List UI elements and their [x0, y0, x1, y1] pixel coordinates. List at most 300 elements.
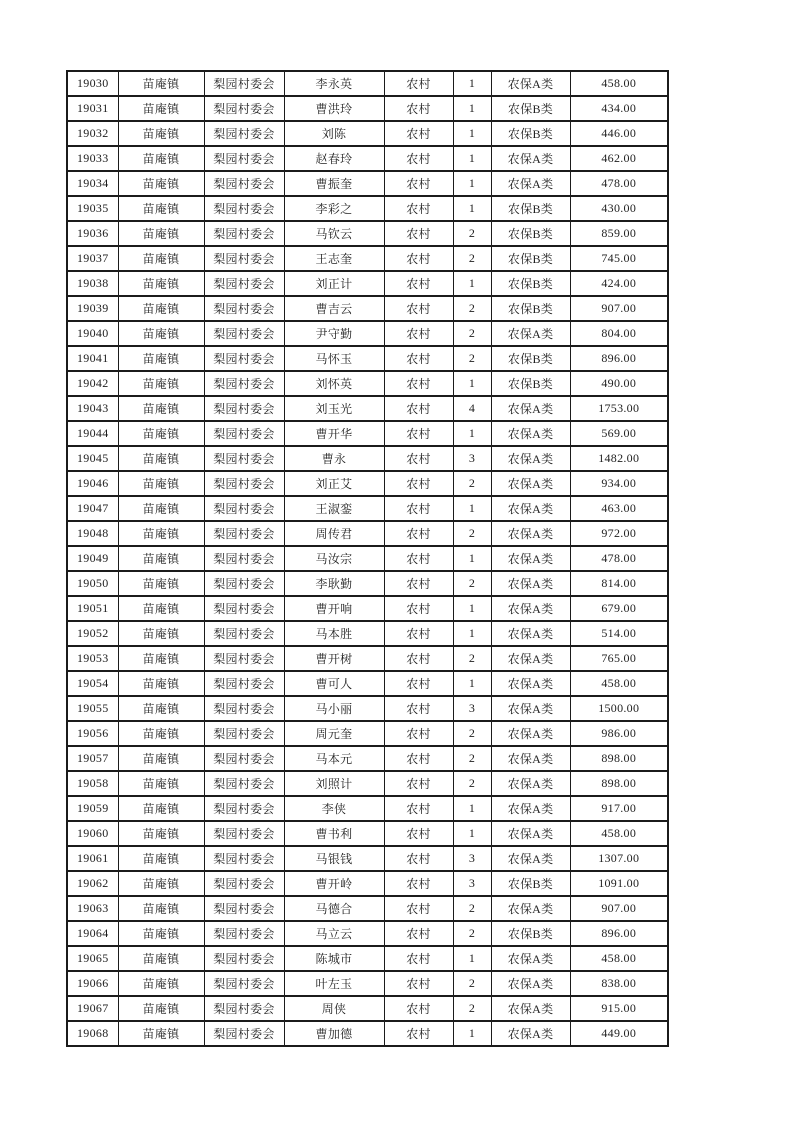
cell-person-name: 李彩之 [284, 196, 384, 221]
table-row [67, 621, 668, 646]
table-body [67, 71, 668, 1046]
table-row [67, 596, 668, 621]
cell-person-count: 2 [453, 771, 491, 796]
cell-person-count: 1 [453, 196, 491, 221]
cell-person-count: 2 [453, 921, 491, 946]
cell-amount: 745.00 [570, 246, 668, 271]
cell-amount: 915.00 [570, 996, 668, 1021]
cell-residence-type: 农村 [384, 271, 453, 296]
cell-person-count: 2 [453, 746, 491, 771]
cell-residence-type: 农村 [384, 696, 453, 721]
cell-township: 苗庵镇 [118, 871, 204, 896]
cell-residence-type: 农村 [384, 446, 453, 471]
cell-person-name: 马银钱 [284, 846, 384, 871]
cell-insurance-category: 农保A类 [491, 996, 570, 1021]
cell-insurance-category: 农保B类 [491, 221, 570, 246]
cell-insurance-category: 农保A类 [491, 821, 570, 846]
cell-village-committee: 梨园村委会 [204, 521, 284, 546]
cell-township: 苗庵镇 [118, 196, 204, 221]
table-row [67, 571, 668, 596]
cell-residence-type: 农村 [384, 771, 453, 796]
cell-record-number: 19056 [67, 721, 118, 746]
cell-amount: 458.00 [570, 671, 668, 696]
cell-person-name: 马怀玉 [284, 346, 384, 371]
cell-residence-type: 农村 [384, 296, 453, 321]
cell-person-name: 李耿勤 [284, 571, 384, 596]
cell-insurance-category: 农保A类 [491, 171, 570, 196]
cell-record-number: 19059 [67, 796, 118, 821]
cell-amount: 1500.00 [570, 696, 668, 721]
table-row [67, 521, 668, 546]
cell-township: 苗庵镇 [118, 371, 204, 396]
cell-person-name: 王淑銮 [284, 496, 384, 521]
cell-insurance-category: 农保B类 [491, 296, 570, 321]
cell-person-count: 2 [453, 571, 491, 596]
cell-person-name: 陈城市 [284, 946, 384, 971]
cell-insurance-category: 农保A类 [491, 571, 570, 596]
cell-person-count: 2 [453, 521, 491, 546]
table-row [67, 696, 668, 721]
cell-record-number: 19042 [67, 371, 118, 396]
table-row [67, 721, 668, 746]
cell-person-count: 1 [453, 96, 491, 121]
cell-person-name: 曹永 [284, 446, 384, 471]
benefits-table [66, 70, 669, 1047]
cell-amount: 898.00 [570, 746, 668, 771]
cell-village-committee: 梨园村委会 [204, 171, 284, 196]
table-row [67, 971, 668, 996]
cell-record-number: 19043 [67, 396, 118, 421]
table-row [67, 246, 668, 271]
cell-person-count: 2 [453, 471, 491, 496]
cell-person-name: 马小丽 [284, 696, 384, 721]
cell-amount: 679.00 [570, 596, 668, 621]
cell-residence-type: 农村 [384, 846, 453, 871]
cell-residence-type: 农村 [384, 96, 453, 121]
cell-amount: 449.00 [570, 1021, 668, 1046]
cell-person-name: 赵春玲 [284, 146, 384, 171]
cell-township: 苗庵镇 [118, 821, 204, 846]
cell-village-committee: 梨园村委会 [204, 746, 284, 771]
cell-village-committee: 梨园村委会 [204, 846, 284, 871]
cell-insurance-category: 农保A类 [491, 71, 570, 96]
table-row [67, 771, 668, 796]
cell-person-count: 1 [453, 371, 491, 396]
cell-record-number: 19052 [67, 621, 118, 646]
cell-village-committee: 梨园村委会 [204, 321, 284, 346]
cell-village-committee: 梨园村委会 [204, 196, 284, 221]
cell-person-name: 刘陈 [284, 121, 384, 146]
cell-insurance-category: 农保A类 [491, 471, 570, 496]
cell-residence-type: 农村 [384, 571, 453, 596]
cell-residence-type: 农村 [384, 396, 453, 421]
cell-person-count: 2 [453, 996, 491, 1021]
table-row [67, 421, 668, 446]
cell-residence-type: 农村 [384, 546, 453, 571]
cell-township: 苗庵镇 [118, 796, 204, 821]
cell-amount: 934.00 [570, 471, 668, 496]
table-row [67, 946, 668, 971]
cell-insurance-category: 农保A类 [491, 496, 570, 521]
table-row [67, 871, 668, 896]
cell-insurance-category: 农保A类 [491, 421, 570, 446]
cell-village-committee: 梨园村委会 [204, 96, 284, 121]
cell-township: 苗庵镇 [118, 421, 204, 446]
cell-record-number: 19033 [67, 146, 118, 171]
cell-amount: 458.00 [570, 71, 668, 96]
cell-amount: 1482.00 [570, 446, 668, 471]
cell-record-number: 19036 [67, 221, 118, 246]
cell-residence-type: 农村 [384, 946, 453, 971]
cell-record-number: 19067 [67, 996, 118, 1021]
cell-person-count: 1 [453, 796, 491, 821]
cell-person-name: 马汝宗 [284, 546, 384, 571]
cell-village-committee: 梨园村委会 [204, 996, 284, 1021]
cell-insurance-category: 农保A类 [491, 596, 570, 621]
cell-person-name: 李永英 [284, 71, 384, 96]
cell-record-number: 19053 [67, 646, 118, 671]
cell-residence-type: 农村 [384, 196, 453, 221]
cell-person-name: 刘正艾 [284, 471, 384, 496]
cell-person-count: 2 [453, 221, 491, 246]
cell-insurance-category: 农保B类 [491, 871, 570, 896]
cell-township: 苗庵镇 [118, 271, 204, 296]
cell-township: 苗庵镇 [118, 1021, 204, 1046]
cell-township: 苗庵镇 [118, 71, 204, 96]
cell-residence-type: 农村 [384, 871, 453, 896]
cell-person-count: 1 [453, 421, 491, 446]
cell-village-committee: 梨园村委会 [204, 396, 284, 421]
cell-record-number: 19037 [67, 246, 118, 271]
cell-insurance-category: 农保A类 [491, 746, 570, 771]
cell-village-committee: 梨园村委会 [204, 596, 284, 621]
cell-record-number: 19051 [67, 596, 118, 621]
cell-record-number: 19065 [67, 946, 118, 971]
table-row [67, 921, 668, 946]
cell-township: 苗庵镇 [118, 496, 204, 521]
cell-person-name: 刘正计 [284, 271, 384, 296]
cell-residence-type: 农村 [384, 671, 453, 696]
cell-insurance-category: 农保B类 [491, 371, 570, 396]
cell-insurance-category: 农保A类 [491, 971, 570, 996]
cell-village-committee: 梨园村委会 [204, 671, 284, 696]
cell-person-name: 曹开华 [284, 421, 384, 446]
cell-record-number: 19066 [67, 971, 118, 996]
cell-record-number: 19061 [67, 846, 118, 871]
cell-person-count: 2 [453, 896, 491, 921]
cell-village-committee: 梨园村委会 [204, 121, 284, 146]
cell-insurance-category: 农保A类 [491, 546, 570, 571]
cell-residence-type: 农村 [384, 721, 453, 746]
cell-amount: 458.00 [570, 946, 668, 971]
cell-amount: 1091.00 [570, 871, 668, 896]
cell-insurance-category: 农保B类 [491, 196, 570, 221]
table-row [67, 396, 668, 421]
cell-village-committee: 梨园村委会 [204, 421, 284, 446]
table-row [67, 346, 668, 371]
cell-township: 苗庵镇 [118, 921, 204, 946]
cell-amount: 896.00 [570, 346, 668, 371]
cell-person-count: 1 [453, 71, 491, 96]
cell-person-count: 1 [453, 121, 491, 146]
cell-record-number: 19055 [67, 696, 118, 721]
cell-village-committee: 梨园村委会 [204, 221, 284, 246]
cell-record-number: 19050 [67, 571, 118, 596]
cell-township: 苗庵镇 [118, 671, 204, 696]
cell-person-name: 尹守勤 [284, 321, 384, 346]
cell-record-number: 19049 [67, 546, 118, 571]
cell-village-committee: 梨园村委会 [204, 71, 284, 96]
cell-person-count: 1 [453, 946, 491, 971]
cell-residence-type: 农村 [384, 521, 453, 546]
cell-insurance-category: 农保B类 [491, 346, 570, 371]
cell-person-name: 李侠 [284, 796, 384, 821]
cell-insurance-category: 农保A类 [491, 946, 570, 971]
cell-amount: 514.00 [570, 621, 668, 646]
cell-record-number: 19047 [67, 496, 118, 521]
cell-insurance-category: 农保B类 [491, 271, 570, 296]
cell-record-number: 19045 [67, 446, 118, 471]
cell-person-count: 2 [453, 346, 491, 371]
cell-record-number: 19031 [67, 96, 118, 121]
table-row [67, 196, 668, 221]
cell-amount: 859.00 [570, 221, 668, 246]
cell-residence-type: 农村 [384, 471, 453, 496]
cell-township: 苗庵镇 [118, 771, 204, 796]
cell-person-name: 曹书利 [284, 821, 384, 846]
cell-township: 苗庵镇 [118, 746, 204, 771]
cell-township: 苗庵镇 [118, 946, 204, 971]
cell-amount: 896.00 [570, 921, 668, 946]
cell-village-committee: 梨园村委会 [204, 796, 284, 821]
cell-amount: 898.00 [570, 771, 668, 796]
cell-person-count: 3 [453, 871, 491, 896]
cell-person-count: 1 [453, 271, 491, 296]
cell-village-committee: 梨园村委会 [204, 246, 284, 271]
cell-amount: 430.00 [570, 196, 668, 221]
table-row [67, 271, 668, 296]
cell-insurance-category: 农保A类 [491, 671, 570, 696]
cell-residence-type: 农村 [384, 646, 453, 671]
table-row [67, 471, 668, 496]
cell-township: 苗庵镇 [118, 96, 204, 121]
cell-record-number: 19064 [67, 921, 118, 946]
table-row [67, 496, 668, 521]
cell-residence-type: 农村 [384, 246, 453, 271]
cell-person-count: 1 [453, 671, 491, 696]
cell-person-count: 1 [453, 1021, 491, 1046]
cell-residence-type: 农村 [384, 321, 453, 346]
cell-amount: 446.00 [570, 121, 668, 146]
cell-person-name: 马本胜 [284, 621, 384, 646]
cell-record-number: 19048 [67, 521, 118, 546]
cell-record-number: 19068 [67, 1021, 118, 1046]
cell-residence-type: 农村 [384, 971, 453, 996]
cell-insurance-category: 农保A类 [491, 646, 570, 671]
cell-residence-type: 农村 [384, 896, 453, 921]
cell-record-number: 19057 [67, 746, 118, 771]
cell-person-count: 2 [453, 971, 491, 996]
cell-person-name: 马立云 [284, 921, 384, 946]
cell-village-committee: 梨园村委会 [204, 771, 284, 796]
cell-village-committee: 梨园村委会 [204, 696, 284, 721]
cell-record-number: 19062 [67, 871, 118, 896]
cell-insurance-category: 农保A类 [491, 796, 570, 821]
cell-residence-type: 农村 [384, 746, 453, 771]
table-row [67, 671, 668, 696]
cell-record-number: 19032 [67, 121, 118, 146]
table-row [67, 996, 668, 1021]
cell-amount: 1753.00 [570, 396, 668, 421]
cell-record-number: 19044 [67, 421, 118, 446]
cell-person-name: 马本元 [284, 746, 384, 771]
cell-insurance-category: 农保A类 [491, 321, 570, 346]
table-row [67, 121, 668, 146]
cell-amount: 838.00 [570, 971, 668, 996]
cell-record-number: 19039 [67, 296, 118, 321]
cell-person-count: 1 [453, 496, 491, 521]
cell-person-name: 曹振奎 [284, 171, 384, 196]
cell-township: 苗庵镇 [118, 646, 204, 671]
cell-amount: 1307.00 [570, 846, 668, 871]
cell-residence-type: 农村 [384, 996, 453, 1021]
cell-residence-type: 农村 [384, 1021, 453, 1046]
table-row [67, 221, 668, 246]
cell-residence-type: 农村 [384, 121, 453, 146]
cell-residence-type: 农村 [384, 421, 453, 446]
table-row [67, 321, 668, 346]
table-row [67, 296, 668, 321]
cell-record-number: 19058 [67, 771, 118, 796]
cell-insurance-category: 农保A类 [491, 446, 570, 471]
cell-township: 苗庵镇 [118, 396, 204, 421]
cell-record-number: 19041 [67, 346, 118, 371]
cell-amount: 765.00 [570, 646, 668, 671]
cell-township: 苗庵镇 [118, 621, 204, 646]
cell-township: 苗庵镇 [118, 146, 204, 171]
cell-amount: 478.00 [570, 171, 668, 196]
cell-person-name: 周传君 [284, 521, 384, 546]
table-row [67, 746, 668, 771]
cell-village-committee: 梨园村委会 [204, 346, 284, 371]
cell-insurance-category: 农保A类 [491, 896, 570, 921]
cell-person-name: 王志奎 [284, 246, 384, 271]
cell-insurance-category: 农保A类 [491, 846, 570, 871]
table-row [67, 821, 668, 846]
cell-village-committee: 梨园村委会 [204, 621, 284, 646]
cell-township: 苗庵镇 [118, 171, 204, 196]
cell-record-number: 19034 [67, 171, 118, 196]
cell-residence-type: 农村 [384, 171, 453, 196]
table-row [67, 171, 668, 196]
cell-record-number: 19046 [67, 471, 118, 496]
cell-amount: 804.00 [570, 321, 668, 346]
table-row [67, 796, 668, 821]
cell-insurance-category: 农保A类 [491, 521, 570, 546]
cell-township: 苗庵镇 [118, 296, 204, 321]
cell-township: 苗庵镇 [118, 596, 204, 621]
table-row [67, 96, 668, 121]
cell-village-committee: 梨园村委会 [204, 496, 284, 521]
cell-person-count: 2 [453, 246, 491, 271]
cell-person-name: 曹可人 [284, 671, 384, 696]
cell-township: 苗庵镇 [118, 446, 204, 471]
cell-amount: 569.00 [570, 421, 668, 446]
cell-person-count: 2 [453, 721, 491, 746]
table-row [67, 1021, 668, 1046]
cell-township: 苗庵镇 [118, 971, 204, 996]
cell-village-committee: 梨园村委会 [204, 646, 284, 671]
cell-record-number: 19035 [67, 196, 118, 221]
cell-person-name: 曹加德 [284, 1021, 384, 1046]
cell-person-name: 曹吉云 [284, 296, 384, 321]
cell-township: 苗庵镇 [118, 346, 204, 371]
cell-person-count: 1 [453, 596, 491, 621]
cell-person-name: 刘照计 [284, 771, 384, 796]
cell-village-committee: 梨园村委会 [204, 371, 284, 396]
table-row [67, 646, 668, 671]
cell-record-number: 19060 [67, 821, 118, 846]
cell-township: 苗庵镇 [118, 896, 204, 921]
cell-residence-type: 农村 [384, 371, 453, 396]
cell-person-count: 1 [453, 546, 491, 571]
cell-person-name: 周元奎 [284, 721, 384, 746]
cell-township: 苗庵镇 [118, 521, 204, 546]
cell-record-number: 19038 [67, 271, 118, 296]
cell-insurance-category: 农保B类 [491, 121, 570, 146]
cell-person-count: 1 [453, 146, 491, 171]
cell-township: 苗庵镇 [118, 696, 204, 721]
cell-township: 苗庵镇 [118, 571, 204, 596]
cell-township: 苗庵镇 [118, 471, 204, 496]
cell-township: 苗庵镇 [118, 246, 204, 271]
cell-village-committee: 梨园村委会 [204, 896, 284, 921]
cell-village-committee: 梨园村委会 [204, 921, 284, 946]
cell-person-name: 曹洪玲 [284, 96, 384, 121]
cell-residence-type: 农村 [384, 346, 453, 371]
cell-amount: 907.00 [570, 896, 668, 921]
cell-amount: 424.00 [570, 271, 668, 296]
cell-insurance-category: 农保A类 [491, 1021, 570, 1046]
cell-township: 苗庵镇 [118, 546, 204, 571]
cell-person-count: 4 [453, 396, 491, 421]
cell-person-name: 周侠 [284, 996, 384, 1021]
cell-township: 苗庵镇 [118, 721, 204, 746]
cell-village-committee: 梨园村委会 [204, 146, 284, 171]
cell-insurance-category: 农保A类 [491, 146, 570, 171]
table-row [67, 846, 668, 871]
cell-person-name: 马德合 [284, 896, 384, 921]
table-row [67, 446, 668, 471]
cell-amount: 972.00 [570, 521, 668, 546]
cell-residence-type: 农村 [384, 596, 453, 621]
cell-record-number: 19040 [67, 321, 118, 346]
table-row [67, 146, 668, 171]
cell-township: 苗庵镇 [118, 221, 204, 246]
table-row [67, 896, 668, 921]
cell-amount: 458.00 [570, 821, 668, 846]
cell-person-name: 曹开岭 [284, 871, 384, 896]
table-row [67, 71, 668, 96]
cell-residence-type: 农村 [384, 146, 453, 171]
cell-person-count: 1 [453, 621, 491, 646]
cell-person-count: 3 [453, 846, 491, 871]
table-row [67, 546, 668, 571]
cell-person-name: 叶左玉 [284, 971, 384, 996]
cell-insurance-category: 农保A类 [491, 696, 570, 721]
cell-township: 苗庵镇 [118, 121, 204, 146]
cell-record-number: 19030 [67, 71, 118, 96]
